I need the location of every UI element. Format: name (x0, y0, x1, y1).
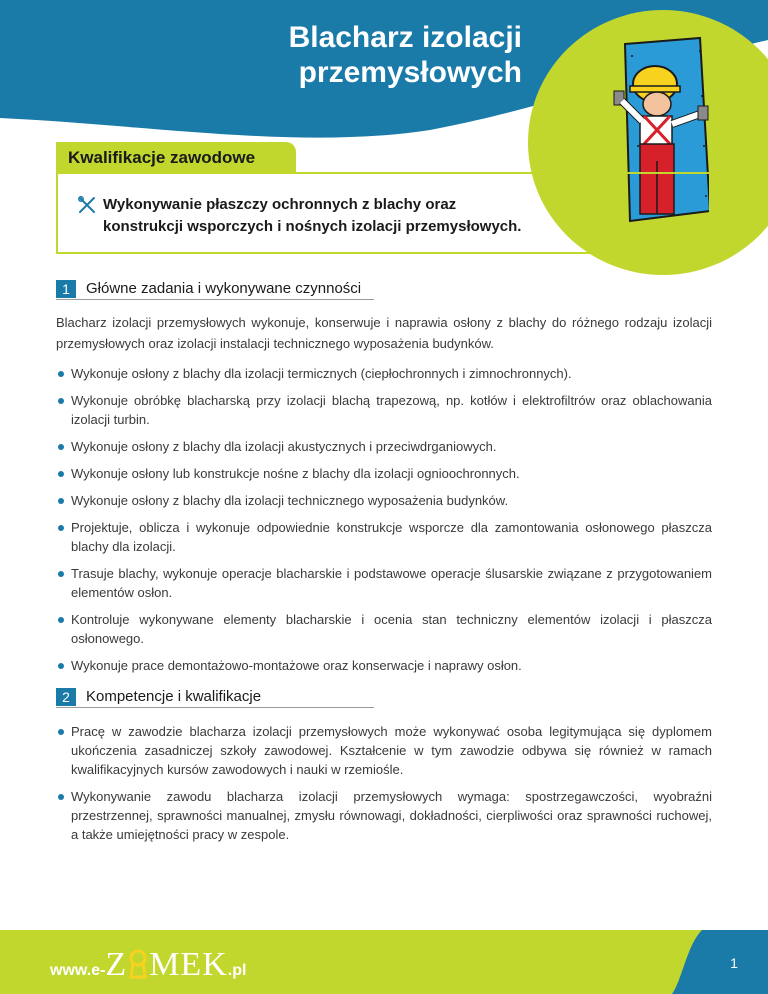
list-item: Kontroluje wykonywane elementy blacharskie i ocenia stan techniczny elementów izolacji i płaszcza osłonowego. (56, 610, 712, 648)
qualifications-text (103, 194, 583, 238)
list-item: Wykonuje osłony z blachy dla izolacji akustycznych i przeciwdrganiowych. (56, 437, 712, 456)
page-number: 1 (730, 955, 738, 971)
list-item: Pracę w zawodzie blacharza izolacji przemysłowych może wykonywać osoba legitymująca się dyplomem ukończenia zasadniczej szkoły zawodowej. Kształcenie w tym zawodzie odbywa się również w ramach kwalifikacyjnych kursów zawodowych i nauki w rzemiośle. (56, 722, 712, 779)
section-1-list (56, 364, 712, 675)
qualifications-line-1: Wykonywanie płaszczy ochronnych z blachy oraz (103, 196, 457, 213)
qualifications-tab-label: Kwalifikacje zawodowe (68, 148, 256, 167)
logo-tld: .pl (227, 962, 247, 979)
list-item: Wykonuje osłony z blachy dla izolacji termicznych (ciepłochronnych i zimnochronnych). (56, 364, 712, 383)
section-2-title: Kompetencje i kwalifikacje (86, 688, 262, 705)
logo-brand-z: Z (105, 946, 128, 983)
section-2-number: 2 (56, 688, 76, 706)
section-1-title: Główne zadania i wykonywane czynności (86, 280, 362, 297)
qualifications-line-2: konstrukcji wsporczych i nośnych izolacji przemysłowych. (103, 218, 522, 235)
list-item: Wykonywanie zawodu blacharza izolacji przemysłowych wymaga: spostrzegawczości, wyobraźni przestrzennej, sprawności manualnej, zmysłu równowagi, dokładności, cierpliwości oraz sprawności ruchowej, a także umiejętności pracy w zespole. (56, 787, 712, 844)
section-1-intro: Blacharz izolacji przemysłowych wykonuje, konserwuje i naprawia osłony z blachy do różnego rodzaju izolacji przemysłowych oraz izolacji instalacji technicznego wyposażenia budynków. (56, 315, 712, 351)
logo-www: www.e- (50, 962, 106, 979)
section-1-rule (56, 299, 374, 300)
list-item: Wykonuje osłony lub konstrukcje nośne z blachy dla izolacji ognioochronnych. (56, 464, 712, 483)
qualifications-top-rule (296, 172, 713, 174)
section-1-number: 1 (56, 280, 76, 298)
list-item: Trasuje blachy, wykonuje operacje blacharskie i podstawowe operacje ślusarskie związane z przygotowaniem elementów osłon. (56, 564, 712, 602)
page-number-badge (672, 930, 768, 994)
title-line-2: przemysłowych (298, 56, 522, 89)
section-2-list (56, 722, 712, 844)
tools-icon (78, 196, 96, 214)
list-item: Wykonuje obróbkę blacharską przy izolacji blachą trapezową, np. kotłów i elektrofiltrów oraz oblachowania izolacji turbin. (56, 391, 712, 429)
site-logo (50, 946, 246, 982)
list-item: Projektuje, oblicza i wykonuje odpowiednie konstrukcje wsporcze dla zamontowania osłonowego płaszcza blachy dla izolacji. (56, 518, 712, 556)
logo-brand (105, 946, 227, 983)
section-2-rule (56, 707, 374, 708)
title-line-1: Blacharz izolacji (288, 21, 522, 54)
list-item: Wykonuje osłony z blachy dla izolacji technicznego wyposażenia budynków. (56, 491, 712, 510)
keyhole-icon (127, 949, 149, 979)
page-title (200, 20, 522, 90)
list-item: Wykonuje prace demontażowo-montażowe oraz konserwacje i naprawy osłon. (56, 656, 712, 675)
logo-brand-rest: MEK (149, 946, 228, 983)
